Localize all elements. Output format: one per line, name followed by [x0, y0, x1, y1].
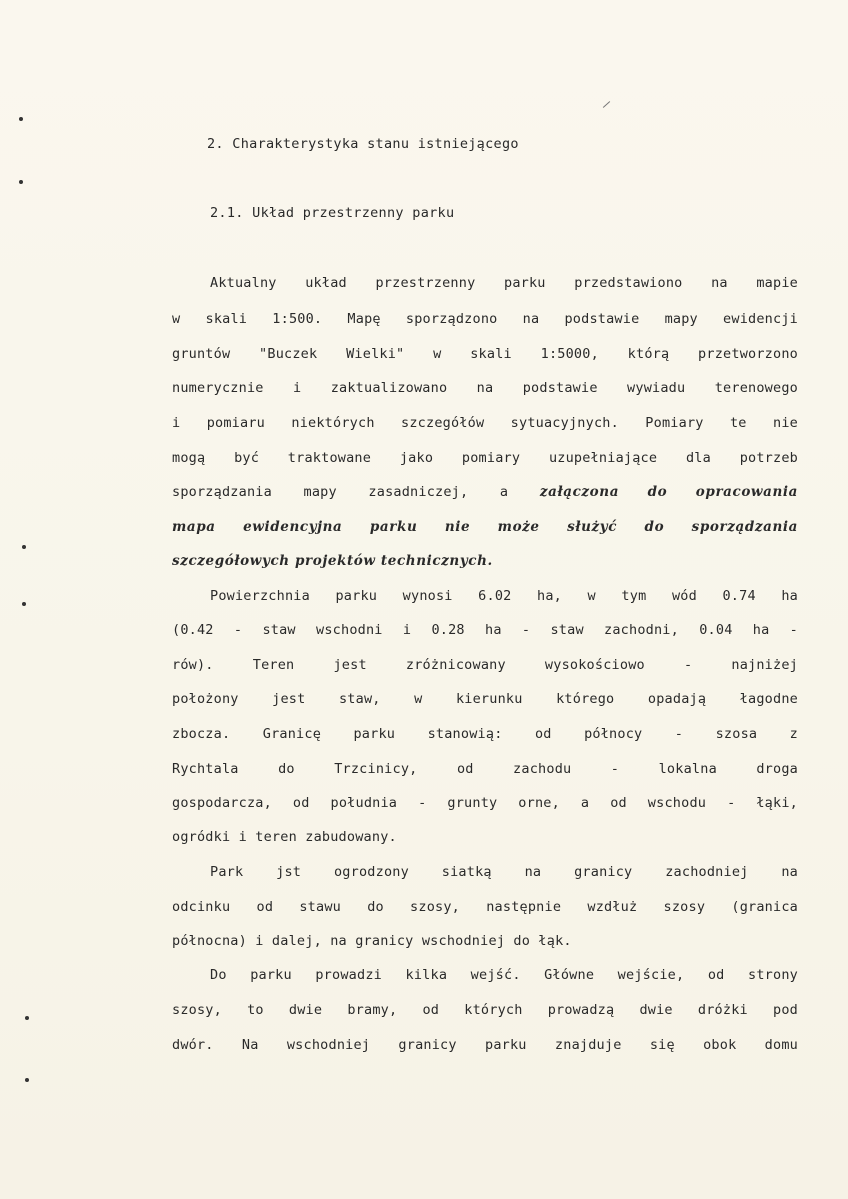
margin-mark	[22, 602, 26, 606]
pencil-mark	[603, 101, 610, 108]
paragraph3-line2: odcinku od stawu do szosy, następnie wzdłuż szosy (granica	[172, 899, 798, 915]
paragraph2-line6: Rychtala do Trzcinicy, od zachodu - lokalna droga	[172, 761, 798, 777]
paragraph1-line7	[172, 484, 798, 500]
emphasis-text: załączona do opracowania	[539, 484, 798, 500]
paragraph2-line4: położony jest staw, w kierunku którego opadają łagodne	[172, 691, 798, 707]
paragraph1-line4: numerycznie i zaktualizowano na podstawie wywiadu terenowego	[172, 380, 798, 396]
paragraph1-line1: Aktualny układ przestrzenny parku przedstawiono na mapie	[210, 275, 798, 291]
paragraph3-line1: Park jst ogrodzony siatką na granicy zachodniej na	[210, 864, 798, 880]
paragraph1-line9	[172, 553, 798, 569]
paragraph1-line6: mogą być traktowane jako pomiary uzupełniające dla potrzeb	[172, 450, 798, 466]
paragraph1-line8	[172, 519, 798, 535]
paragraph1-line7-plain: sporządzania mapy zasadniczej, a	[172, 484, 540, 500]
paragraph2-line5: zbocza. Granicę parku stanowią: od północy - szosa z	[172, 726, 798, 742]
paragraph4-line3: dwór. Na wschodniej granicy parku znajduje się obok domu	[172, 1037, 798, 1053]
paragraph2-line1: Powierzchnia parku wynosi 6.02 ha, w tym wód 0.74 ha	[210, 588, 798, 604]
paragraph4-line1: Do parku prowadzi kilka wejść. Główne wejście, od strony	[210, 967, 798, 983]
margin-mark	[25, 1078, 29, 1082]
paragraph1-line3: gruntów "Buczek Wielki" w skali 1:5000, którą przetworzono	[172, 346, 798, 362]
paragraph2-line2: (0.42 - staw wschodni i 0.28 ha - staw zachodni, 0.04 ha -	[172, 622, 798, 638]
margin-mark	[19, 117, 23, 121]
margin-mark	[22, 545, 26, 549]
emphasis-text: mapa ewidencyjna parku nie może służyć do sporządzania	[172, 519, 798, 535]
margin-mark	[19, 180, 23, 184]
paragraph2-line8: ogródki i teren zabudowany.	[172, 829, 397, 845]
emphasis-text: szczegółowych projektów technicznych.	[172, 553, 493, 569]
paragraph2-line3: rów). Teren jest zróżnicowany wysokościowo - najniżej	[172, 657, 798, 673]
paragraph1-line2: w skali 1:500. Mapę sporządzono na podstawie mapy ewidencji	[172, 311, 798, 327]
paragraph1-line5: i pomiaru niektórych szczegółów sytuacyjnych. Pomiary te nie	[172, 415, 798, 431]
paragraph3-line3: północna) i dalej, na granicy wschodniej do łąk.	[172, 933, 572, 949]
section-title: 2. Charakterystyka stanu istniejącego	[207, 136, 519, 152]
paragraph2-line7: gospodarcza, od południa - grunty orne, a od wschodu - łąki,	[172, 795, 798, 811]
subsection-title: 2.1. Układ przestrzenny parku	[210, 205, 455, 221]
paragraph4-line2: szosy, to dwie bramy, od których prowadzą dwie dróżki pod	[172, 1002, 798, 1018]
margin-mark	[25, 1016, 29, 1020]
